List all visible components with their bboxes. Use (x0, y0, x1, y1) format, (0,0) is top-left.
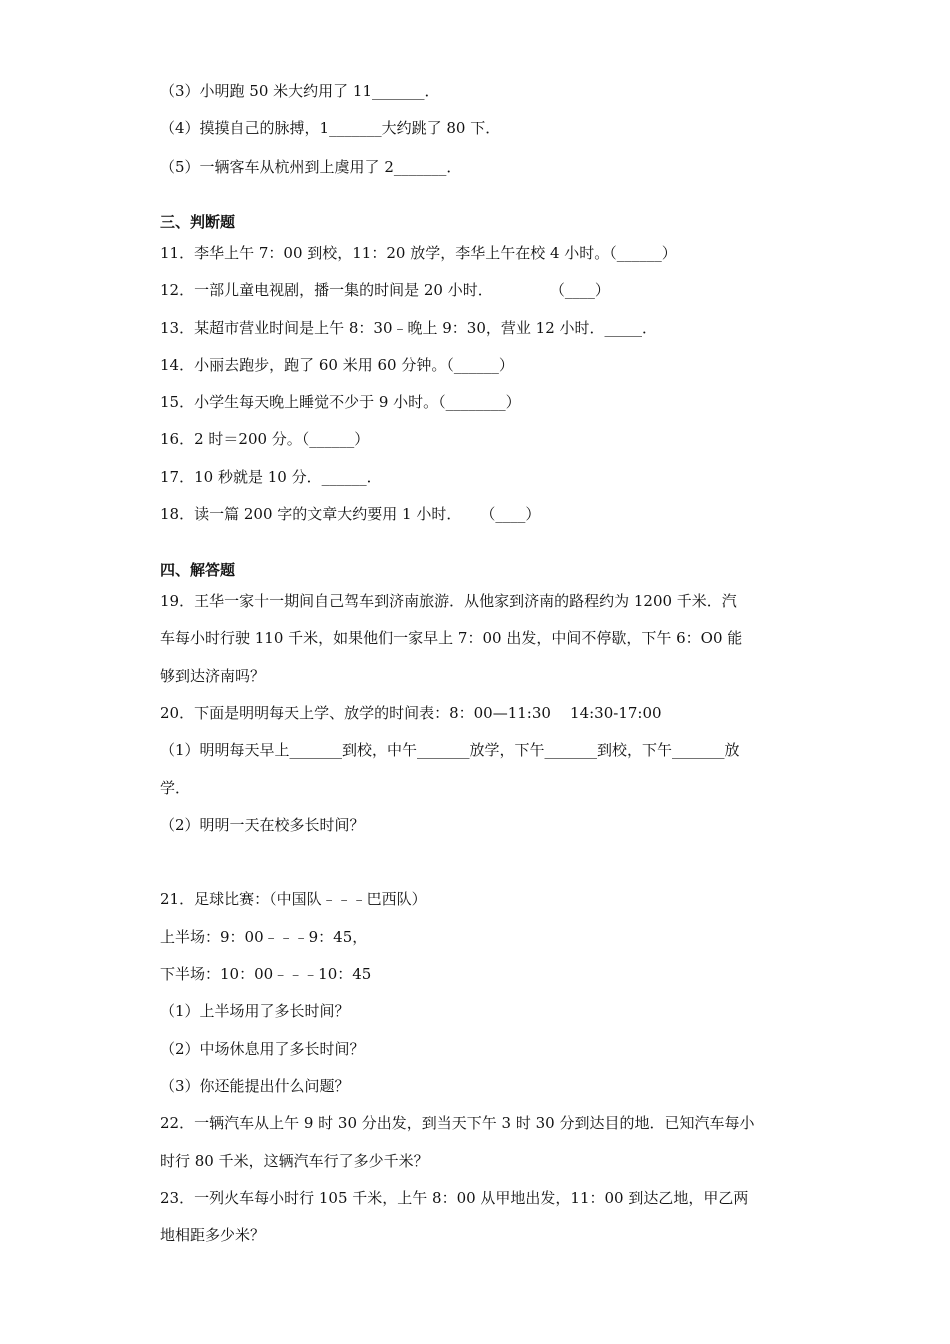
question-5-blank: （5）一辆客车从杭州到上虞用了 2_______． (160, 158, 462, 176)
question-19-line-3: 够到达济南吗？ (160, 667, 266, 685)
question-4-blank: （4）摸摸自己的脉搏，1_______大约跳了 80 下． (160, 119, 501, 137)
question-23-line-1: 23．一列火车每小时行 105 千米，上午 8：00 从甲地出发，11：00 到达乙地，甲乙两 (160, 1189, 749, 1207)
question-19-line-2: 车每小时行驶 110 千米，如果他们一家早上 7：00 出发，中间不停歇，下午 6：O0 能 (160, 629, 743, 647)
question-20: 20．下面是明明每天上学、放学的时间表：8：00—11:30 14:30-17:00 (160, 704, 662, 722)
question-13: 13．某超市营业时间是上午 8：30﹣晚上 9：30，营业 12 小时．_____． (160, 319, 658, 337)
question-20-part-1-line-2: 学． (160, 779, 191, 797)
question-22-line-1: 22．一辆汽车从上午 9 时 30 分出发，到当天下午 3 时 30 分到达目的地．已知汽车每小 (160, 1114, 755, 1132)
question-3-blank: （3）小明跑 50 米大约用了 11_______． (160, 82, 440, 100)
question-14: 14．小丽去跑步，跑了 60 米用 60 分钟。（______） (160, 356, 514, 374)
question-21-part-3: （3）你还能提出什么问题？ (160, 1077, 350, 1095)
question-19-line-1: 19．王华一家十一期间自己驾车到济南旅游．从他家到济南的路程约为 1200 千米．汽 (160, 592, 737, 610)
section-4-title: 四、解答题 (160, 561, 236, 579)
question-11: 11．李华上午 7：00 到校，11：20 放学，李华上午在校 4 小时。（______） (160, 244, 677, 262)
question-16: 16．2 时＝200 分。（______） (160, 430, 370, 448)
question-23-line-2: 地相距多少米？ (160, 1226, 266, 1244)
section-3-title: 三、判断题 (160, 213, 236, 231)
question-21-first-half: 上半场：9：00﹣﹣﹣9：45， (160, 928, 368, 946)
question-12: 12．一部儿童电视剧，播一集的时间是 20 小时． （____） (160, 281, 610, 299)
question-20-part-2: （2）明明一天在校多长时间？ (160, 816, 365, 834)
question-20-part-1-line-1: （1）明明每天早上_______到校，中午_______放学，下午_______到校，下午_______放 (160, 741, 740, 759)
question-15: 15．小学生每天晚上睡觉不少于 9 小时。（________） (160, 393, 521, 411)
question-21-second-half: 下半场：10：00﹣﹣﹣10：45 (160, 965, 372, 983)
question-21-part-2: （2）中场休息用了多长时间？ (160, 1040, 365, 1058)
question-21: 21．足球比赛：（中国队﹣﹣﹣巴西队） (160, 890, 427, 908)
question-22-line-2: 时行 80 千米，这辆汽车行了多少千米？ (160, 1152, 429, 1170)
question-17: 17．10 秒就是 10 分．______． (160, 468, 382, 486)
question-21-part-1: （1）上半场用了多长时间？ (160, 1002, 350, 1020)
question-18: 18．读一篇 200 字的文章大约要用 1 小时． （____） (160, 505, 541, 523)
